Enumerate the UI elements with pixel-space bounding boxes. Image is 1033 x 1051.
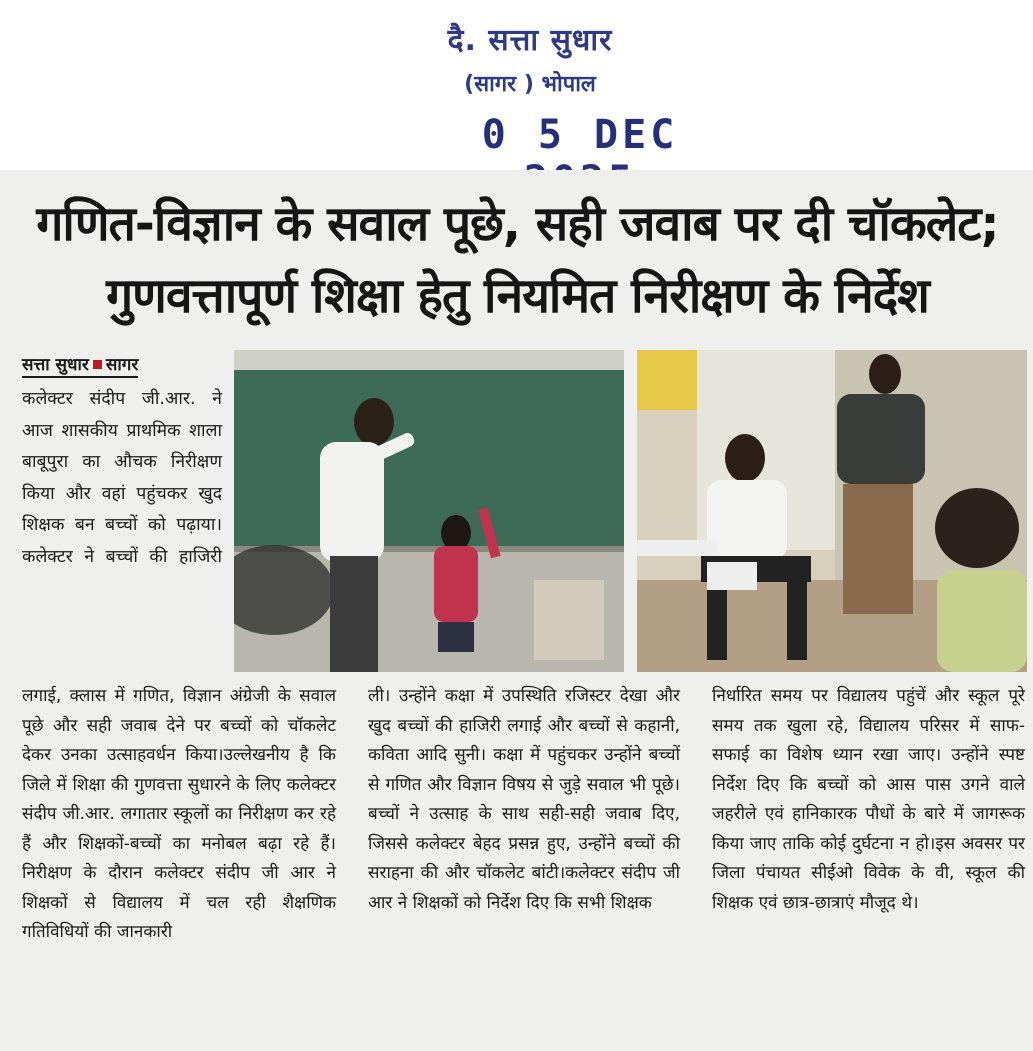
article-intro-text: कलेक्टर संदीप जी.आर. ने आज शासकीय प्राथमिक शाला बाबूपुरा का औचक निरीक्षण किया और वहां पहुंचकर खुद शिक्षक बन बच्चों को पढ़ाया। कलेक्टर ने बच्चों की हाजिरी <box>22 389 222 567</box>
article-column-3 <box>712 682 1025 918</box>
byline-source: सत्ता सुधार <box>22 355 89 375</box>
headline-line-2: गुणवत्तापूर्ण शिक्षा हेतु नियमित निरीक्षण के निर्देश <box>106 268 929 324</box>
photo-collector-register <box>637 350 1027 672</box>
stamp-date: 0 5 DEC <box>481 112 679 158</box>
byline <box>22 352 138 378</box>
headline-line-1: गणित-विज्ञान के सवाल पूछे, सही जवाब पर दी चॉकलेट; <box>36 196 999 252</box>
register-photo-illustration <box>637 350 1027 672</box>
article-intro-column <box>22 384 222 573</box>
byline-place: सागर <box>105 355 139 375</box>
blackboard-photo-illustration <box>234 350 624 672</box>
article-column-2-text: ली। उन्होंने कक्षा में उपस्थिति रजिस्टर देखा और खुद बच्चों की हाजिरी लगाई और बच्चों से कहानी, कविता आदि सुनी। कक्षा में पहुंचकर उन्होंने बच्चों से गणित और विज्ञान विषय से जुड़े सवाल भी पूछे। बच्चों ने उत्साह के साथ सही-सही जवाब दिए, जिससे कलेक्टर बेहद प्रसन्न हुए, उन्होंने बच्चों की सराहना की और चॉकलेट बांटी।कलेक्टर संदीप जी आर ने शिक्षकों को निर्देश दिए कि सभी शिक्षक <box>368 686 680 913</box>
article-column-1 <box>22 682 336 948</box>
article-column-3-text: निर्धारित समय पर विद्यालय पहुंचें और स्कूल पूरे समय तक खुला रहे, विद्यालय परिसर में साफ-सफाई का विशेष ध्यान रखा जाए। उन्होंने स्पष्ट निर्देश दिए कि बच्चों को आस पास उगने वाले जहरीले एवं हानिकारक पौधों के बारे में जागरूक किया जाए ताकि कोई दुर्घटना न हो।इस अवसर पर जिला पंचायत सीईओ विवेक के वी, स्कूल की शिक्षक एवं छात्र-छात्राएं मौजूद थे। <box>712 686 1025 913</box>
stamp-newspaper-name: दै. सत्ता सुधार <box>447 23 613 58</box>
article-column-2 <box>368 682 680 918</box>
stamp-city: (सागर ) भोपाल <box>464 72 596 97</box>
newspaper-stamp <box>0 0 1033 170</box>
article-column-1-text: लगाई, क्लास में गणित, विज्ञान अंग्रेजी के सवाल पूछे और सही जवाब देने पर बच्चों को चॉकलेट देकर उनका उत्साहवर्धन किया।उल्लेखनीय है कि जिले में शिक्षा की गुणवत्ता सुधारने के लिए कलेक्टर संदीप जी.आर. लगातार स्कूलों का निरीक्षण कर रहे हैं और शिक्षकों-बच्चों का मनोबल बढ़ा रहे हैं।निरीक्षण के दौरान कलेक्टर संदीप जी आर ने शिक्षकों से विद्यालय में चल रही शैक्षणिक गतिविधियों की जानकारी <box>22 686 336 942</box>
square-bullet-icon <box>93 360 102 369</box>
news-clipping <box>0 170 1033 1051</box>
photo-classroom-blackboard <box>234 350 624 672</box>
